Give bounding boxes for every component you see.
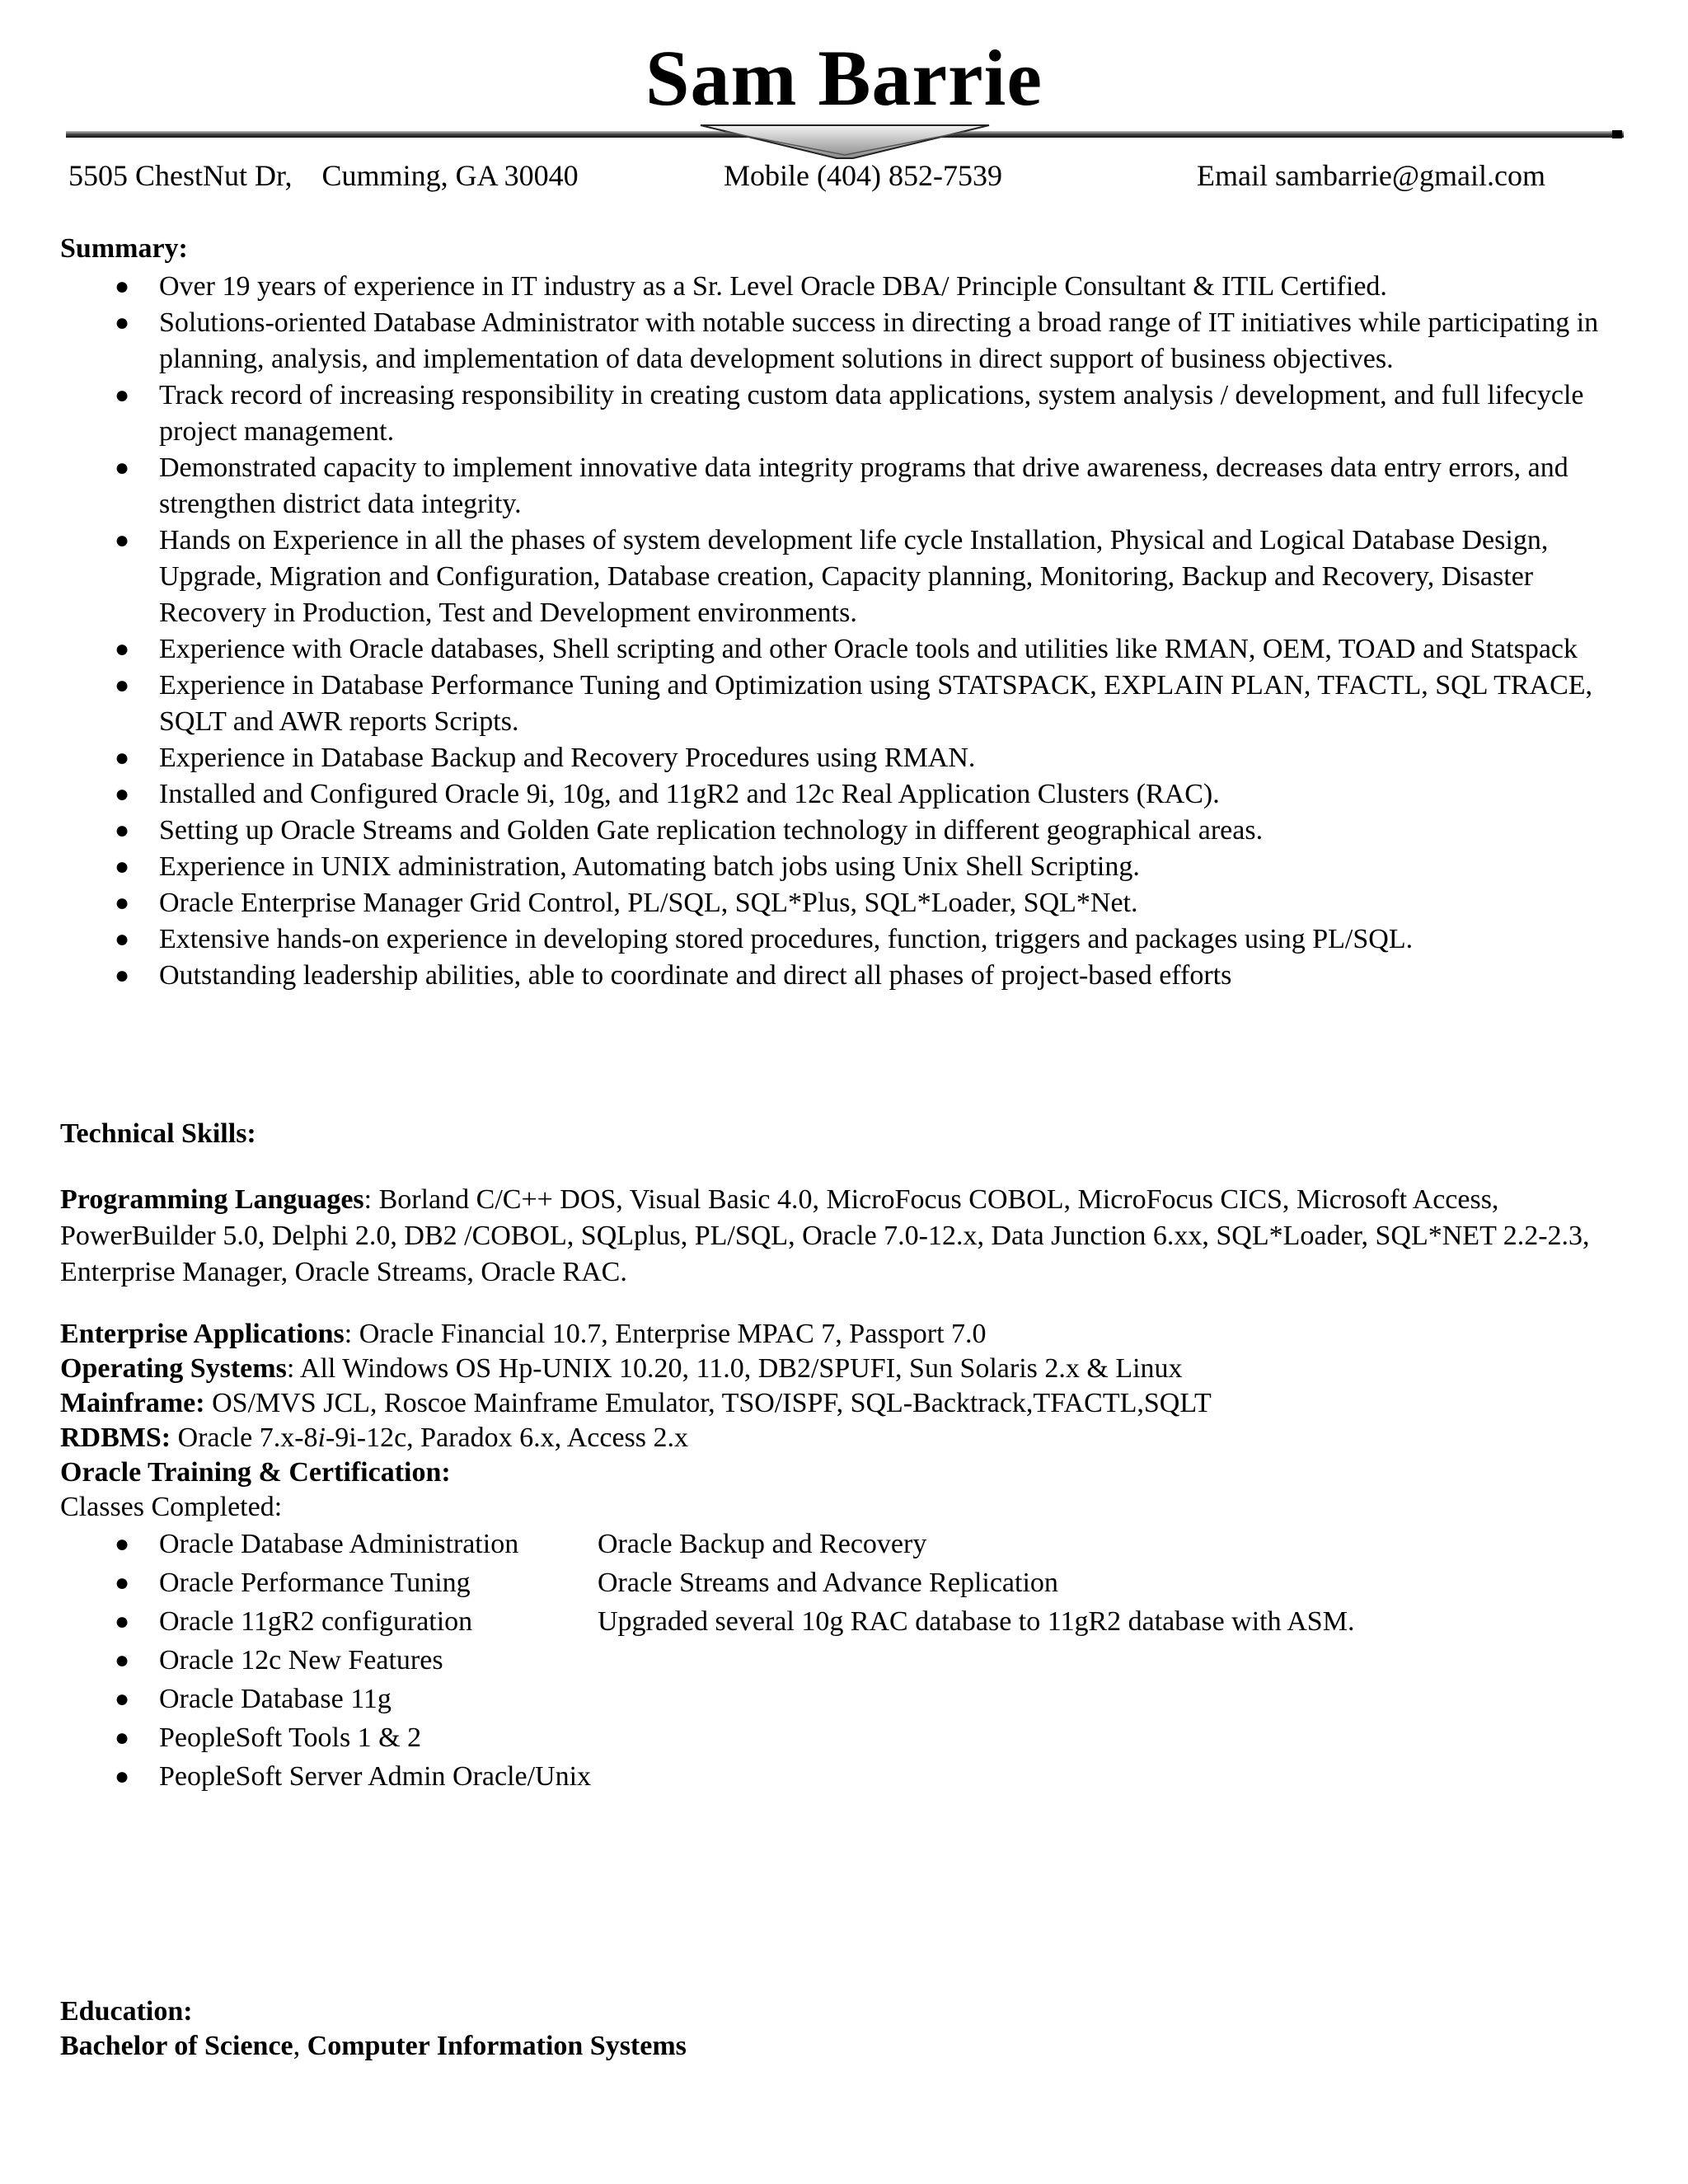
class-row: ● Oracle Performance Tuning Oracle Streams and Advance Replication	[60, 1565, 1626, 1604]
operating-systems-label: Operating Systems	[60, 1353, 287, 1384]
classes-completed-label: Classes Completed:	[60, 1492, 283, 1522]
bullet-icon: ●	[115, 1608, 130, 1635]
class-row: ● Oracle 11gR2 configuration Upgraded several 10g RAC database to 11gR2 database with ASM.	[60, 1604, 1626, 1643]
contact-email: Email sambarrie@gmail.com	[1197, 159, 1546, 192]
summary-item: ● Experience with Oracle databases, Shell scripting and other Oracle tools and utilities like RMAN, OEM, TOAD and Statspack	[60, 631, 1626, 668]
mainframe-label: Mainframe:	[60, 1388, 205, 1418]
bullet-icon: ●	[115, 744, 130, 771]
summary-item: ● Installed and Configured Oracle 9i, 10g, and 11gR2 and 12c Real Application Clusters (RAC).	[60, 776, 1626, 813]
education-degree	[60, 2029, 1626, 2064]
summary-item: ● Solutions-oriented Database Administrator with notable success in directing a broad range of IT initiatives while participating in planning, analysis, and implementation of data development solutions in direct support of business objectives.	[60, 305, 1626, 377]
class-row: ● PeopleSoft Tools 1 & 2	[60, 1720, 1626, 1759]
bullet-icon: ●	[115, 817, 130, 844]
bullet-icon: ●	[115, 309, 130, 336]
mainframe	[60, 1386, 1626, 1421]
summary-item: ● Over 19 years of experience in IT industry as a Sr. Level Oracle DBA/ Principle Consultant & ITIL Certified.	[60, 269, 1626, 305]
programming-languages-value: : Borland C/C++ DOS, Visual Basic 4.0, MicroFocus COBOL, MicroFocus CICS, Microsoft Access, PowerBuilder 5.0, Delphi 2.0, DB2 /COBOL, SQLplus, PL/SQL, Oracle 7.0-12.x, Data Junction 6.xx, SQL*Loader, SQL*NET 2.2-2.3, Enterprise Manager, Oracle Streams, Oracle RAC.	[60, 1184, 1590, 1287]
bullet-icon: ●	[115, 889, 130, 916]
candidate-name: Sam Barrie	[645, 34, 1043, 122]
class-row: ● Oracle Database Administration Oracle Backup and Recovery	[60, 1526, 1626, 1565]
bullet-icon: ●	[115, 853, 130, 880]
summary-item: ● Extensive hands-on experience in developing stored procedures, function, triggers and packages using PL/SQL.	[60, 921, 1626, 958]
contact-mobile: Mobile (404) 852-7539	[724, 159, 1002, 192]
class-row: ● Oracle 12c New Features	[60, 1643, 1626, 1681]
bullet-icon: ●	[115, 1569, 130, 1596]
classes-list	[60, 1526, 1626, 1797]
rdbms-label: RDBMS:	[60, 1422, 171, 1453]
rdbms-value-part1: Oracle 7.x-8	[171, 1422, 318, 1453]
bullet-icon: ●	[115, 382, 130, 409]
degree-name: Bachelor of Science	[60, 2031, 293, 2061]
degree-separator: ,	[293, 2031, 307, 2061]
rdbms	[60, 1421, 1626, 1455]
bullet-icon: ●	[115, 1763, 130, 1790]
bullet-icon: ●	[115, 780, 130, 808]
summary-item: ● Experience in Database Performance Tuning and Optimization using STATSPACK, EXPLAIN PLAN, TFACTL, SQL TRACE, SQLT and AWR reports Scripts.	[60, 668, 1626, 740]
bullet-icon: ●	[115, 1647, 130, 1674]
rdbms-value-part2: -9i-12c, Paradox 6.x, Access 2.x	[325, 1422, 688, 1453]
bullet-icon: ●	[115, 1685, 130, 1713]
summary-item: ● Oracle Enterprise Manager Grid Control, PL/SQL, SQL*Plus, SQL*Loader, SQL*Net.	[60, 885, 1626, 921]
programming-languages-label: Programming Languages	[60, 1184, 364, 1215]
mainframe-value: OS/MVS JCL, Roscoe Mainframe Emulator, TSO/ISPF, SQL-Backtrack,TFACTL,SQLT	[204, 1388, 1212, 1418]
degree-major: Computer Information Systems	[307, 2031, 687, 2061]
operating-systems	[60, 1352, 1626, 1386]
education-heading: Education:	[60, 1996, 193, 2027]
contact-address: 5505 ChestNut Dr, Cumming, GA 30040	[68, 159, 579, 192]
bullet-icon: ●	[115, 1530, 130, 1558]
summary-heading: Summary:	[60, 233, 188, 264]
class-row: ● Oracle Database 11g	[60, 1681, 1626, 1720]
bullet-icon: ●	[115, 635, 130, 663]
enterprise-applications	[60, 1317, 1626, 1352]
rdbms-value-italic: i	[317, 1422, 326, 1453]
bullet-icon: ●	[115, 672, 130, 699]
class-row: ● PeopleSoft Server Admin Oracle/Unix	[60, 1759, 1626, 1797]
summary-item: ● Setting up Oracle Streams and Golden Gate replication technology in different geographical areas.	[60, 813, 1626, 849]
bullet-icon: ●	[115, 1724, 130, 1751]
summary-item: ● Hands on Experience in all the phases of system development life cycle Installation, Physical and Logical Database Design, Upgrade, Migration and Configuration, Database creation, Capacity planning, Monitoring, Backup and Recovery, Disaster Recovery in Production, Test and Development environments.	[60, 523, 1626, 631]
enterprise-applications-value: : Oracle Financial 10.7, Enterprise MPAC 7, Passport 7.0	[344, 1319, 987, 1349]
training-heading: Oracle Training & Certification:	[60, 1457, 451, 1488]
summary-item: ● Experience in UNIX administration, Automating batch jobs using Unix Shell Scripting.	[60, 849, 1626, 885]
bullet-icon: ●	[115, 926, 130, 953]
summary-item: ● Demonstrated capacity to implement innovative data integrity programs that drive awareness, decreases data entry errors, and strengthen district data integrity.	[60, 450, 1626, 523]
bullet-icon: ●	[115, 962, 130, 989]
bullet-icon: ●	[115, 454, 130, 481]
bullet-icon: ●	[115, 527, 130, 554]
summary-item: ● Outstanding leadership abilities, able to coordinate and direct all phases of project-based efforts	[60, 958, 1626, 994]
summary-list	[60, 269, 1626, 994]
operating-systems-value: : All Windows OS Hp-UNIX 10.20, 11.0, DB2/SPUFI, Sun Solaris 2.x & Linux	[286, 1353, 1183, 1384]
programming-languages	[60, 1182, 1626, 1291]
enterprise-applications-label: Enterprise Applications	[60, 1319, 345, 1349]
technical-skills-heading: Technical Skills:	[60, 1118, 256, 1149]
summary-item: ● Track record of increasing responsibility in creating custom data applications, system analysis / development, and full lifecycle project management.	[60, 377, 1626, 450]
bullet-icon: ●	[115, 273, 130, 300]
summary-item: ● Experience in Database Backup and Recovery Procedures using RMAN.	[60, 740, 1626, 776]
